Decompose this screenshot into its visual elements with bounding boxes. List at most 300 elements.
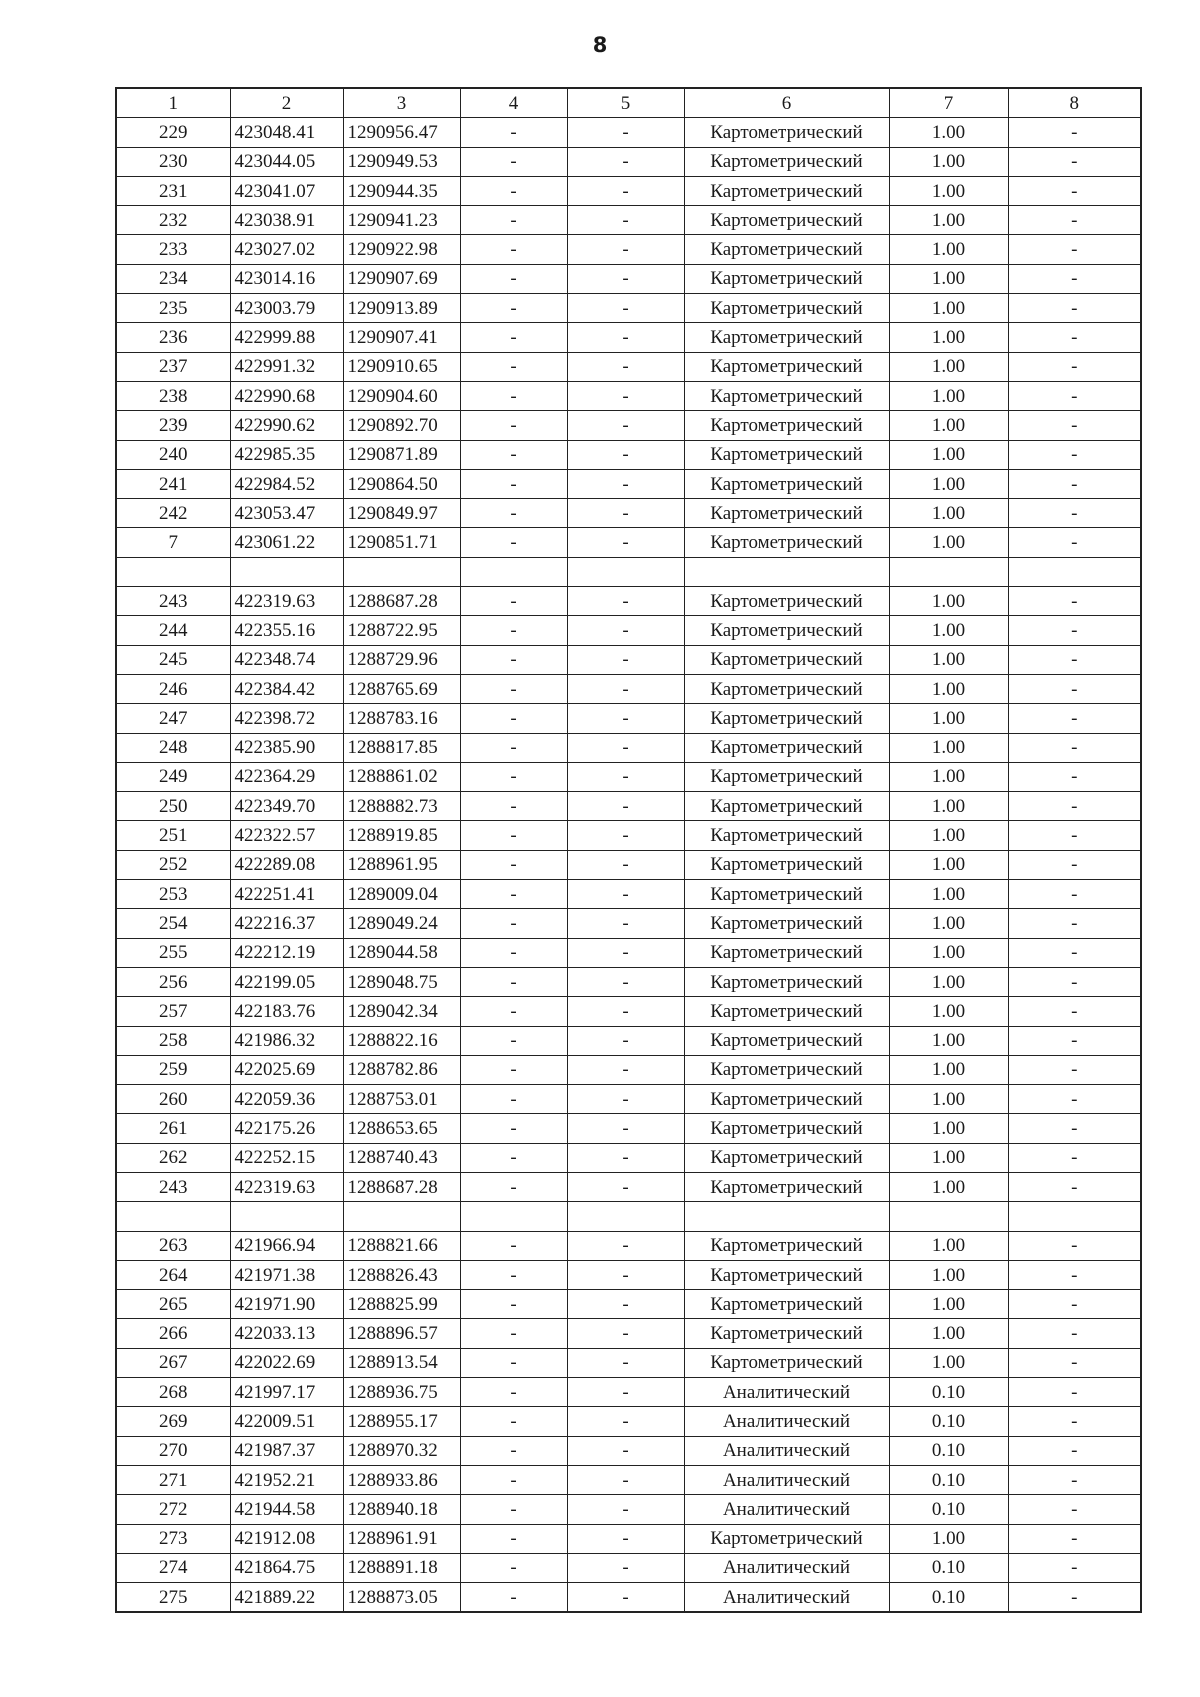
table-cell: - [567,1231,684,1260]
table-cell: 233 [116,235,230,264]
table-cell: 1.00 [889,1290,1008,1319]
table-cell: 422349.70 [230,792,343,821]
table-row [116,704,1141,733]
table-cell: 423003.79 [230,294,343,323]
table-cell: 242 [116,499,230,528]
table-cell: 1288882.73 [343,792,460,821]
table-cell: 422252.15 [230,1143,343,1172]
table-cell: - [1008,1407,1141,1436]
table-cell: 1290941.23 [343,206,460,235]
table-cell: 421912.08 [230,1524,343,1553]
table-cell: - [460,909,567,938]
table-cell: 1288961.95 [343,850,460,879]
table-cell: 1288822.16 [343,1026,460,1055]
table-cell: 249 [116,762,230,791]
table-cell: - [567,235,684,264]
table-cell: 1.00 [889,674,1008,703]
table-row [116,381,1141,410]
table-cell: 1288961.91 [343,1524,460,1553]
table-cell: Картометрический [684,967,889,996]
table-cell: - [567,352,684,381]
table-cell: 1.00 [889,411,1008,440]
table-cell: - [1008,323,1141,352]
table-row [116,1055,1141,1084]
table-cell: 253 [116,880,230,909]
table-cell: - [567,850,684,879]
coordinates-table [115,87,1142,1613]
table-cell: Картометрический [684,411,889,440]
table-cell: 1.00 [889,1172,1008,1201]
table-row [116,1290,1141,1319]
table-cell: 422384.42 [230,674,343,703]
table-cell [116,557,230,586]
table-cell: Аналитический [684,1495,889,1524]
table-cell: 1.00 [889,118,1008,147]
table-cell: - [460,704,567,733]
table-row [116,792,1141,821]
table-cell: 264 [116,1260,230,1289]
table-cell: - [567,381,684,410]
table-row [116,1231,1141,1260]
table-cell: - [460,499,567,528]
table-cell: Картометрический [684,147,889,176]
table-cell: - [460,381,567,410]
table-cell: 266 [116,1319,230,1348]
table-cell: 0.10 [889,1465,1008,1494]
table-cell: - [460,792,567,821]
table-cell: - [460,1524,567,1553]
table-cell: 268 [116,1378,230,1407]
column-header-5: 5 [567,88,684,118]
table-cell: 1.00 [889,1026,1008,1055]
table-cell: - [460,1143,567,1172]
table-row [116,1495,1141,1524]
table-cell: - [1008,1290,1141,1319]
table-cell: - [1008,704,1141,733]
table-cell: Картометрический [684,1319,889,1348]
table-cell: 1.00 [889,967,1008,996]
table-cell: 1288740.43 [343,1143,460,1172]
table-cell: 1.00 [889,587,1008,616]
table-cell: - [567,587,684,616]
table-cell: - [1008,176,1141,205]
column-header-1: 1 [116,88,230,118]
table-cell [343,557,460,586]
table-cell: 1290956.47 [343,118,460,147]
table-cell: 1.00 [889,821,1008,850]
table-cell: 272 [116,1495,230,1524]
table-cell: 423053.47 [230,499,343,528]
table-cell: 1.00 [889,704,1008,733]
table-cell: 1290892.70 [343,411,460,440]
table-cell: - [1008,1319,1141,1348]
table-cell: 422289.08 [230,850,343,879]
table-cell: 422348.74 [230,645,343,674]
table-cell: - [1008,1143,1141,1172]
table-row [116,557,1141,586]
table-cell: - [460,1290,567,1319]
table-cell: Картометрический [684,587,889,616]
table-cell: 422025.69 [230,1055,343,1084]
table-cell: Картометрический [684,206,889,235]
table-cell: 259 [116,1055,230,1084]
table-cell: - [460,1407,567,1436]
table-cell: - [567,206,684,235]
table-cell: - [1008,147,1141,176]
table-cell: - [460,147,567,176]
table-row [116,1085,1141,1114]
table-cell: 260 [116,1085,230,1114]
table-cell: 235 [116,294,230,323]
table-cell: 258 [116,1026,230,1055]
table-cell: 1.00 [889,938,1008,967]
table-cell: 422322.57 [230,821,343,850]
table-cell: - [567,499,684,528]
table-cell: - [460,323,567,352]
table-cell: 1290907.41 [343,323,460,352]
table-row [116,967,1141,996]
table-cell: - [460,1085,567,1114]
table-cell: - [1008,1465,1141,1494]
table-cell: - [460,1055,567,1084]
table-cell: - [567,645,684,674]
table-cell: 1288729.96 [343,645,460,674]
table-cell: - [1008,1436,1141,1465]
table-cell: 1.00 [889,176,1008,205]
table-cell: Картометрический [684,821,889,850]
table-cell: - [567,997,684,1026]
table-cell: 1288826.43 [343,1260,460,1289]
table-cell: - [567,1143,684,1172]
table-cell: 240 [116,440,230,469]
table-cell: - [567,1583,684,1613]
table-cell: 422999.88 [230,323,343,352]
table-cell: - [1008,206,1141,235]
table-cell: 1288687.28 [343,1172,460,1201]
table-cell: - [460,1495,567,1524]
table-cell: - [1008,235,1141,264]
table-cell: 1.00 [889,733,1008,762]
table-cell: - [460,1319,567,1348]
table-cell: 270 [116,1436,230,1465]
table-cell: 1.00 [889,880,1008,909]
table-cell: - [1008,674,1141,703]
table-cell: - [1008,616,1141,645]
table-row [116,206,1141,235]
table-cell: - [1008,411,1141,440]
table-cell: - [1008,381,1141,410]
table-cell: 1.00 [889,762,1008,791]
table-cell: - [567,118,684,147]
table-cell: - [1008,997,1141,1026]
table-cell: Картометрический [684,880,889,909]
table-cell: 422990.68 [230,381,343,410]
table-cell: Картометрический [684,323,889,352]
table-cell: 238 [116,381,230,410]
table-cell: 1288933.86 [343,1465,460,1494]
table-cell: 421864.75 [230,1553,343,1582]
table-cell: 1288919.85 [343,821,460,850]
table-cell: 251 [116,821,230,850]
table-cell: 231 [116,176,230,205]
table-cell: Аналитический [684,1407,889,1436]
table-cell: Аналитический [684,1583,889,1613]
table-cell: - [460,733,567,762]
table-row [116,235,1141,264]
table-cell: Картометрический [684,499,889,528]
table-cell: 1288891.18 [343,1553,460,1582]
table-cell: 422991.32 [230,352,343,381]
table-cell: Аналитический [684,1378,889,1407]
table-cell: 252 [116,850,230,879]
table-cell: 423038.91 [230,206,343,235]
table-row [116,528,1141,557]
header-row [116,88,1141,118]
table-cell: Картометрический [684,704,889,733]
table-cell: Картометрический [684,1172,889,1201]
table-cell: 422355.16 [230,616,343,645]
table-cell: 1.00 [889,616,1008,645]
table-row [116,118,1141,147]
table-cell: 256 [116,967,230,996]
table-cell: - [567,938,684,967]
table-cell: Картометрический [684,997,889,1026]
table-cell: - [1008,645,1141,674]
table-row [116,938,1141,967]
table-cell: 247 [116,704,230,733]
table-row [116,762,1141,791]
table-cell: - [460,1553,567,1582]
table-cell: 1.00 [889,264,1008,293]
table-body [116,118,1141,1613]
table-cell: - [460,1378,567,1407]
table-cell: - [567,1407,684,1436]
table-cell: - [1008,733,1141,762]
table-cell [343,1202,460,1231]
column-header-4: 4 [460,88,567,118]
table-cell: - [567,762,684,791]
table-cell: 1290851.71 [343,528,460,557]
table-cell: - [460,967,567,996]
table-row [116,264,1141,293]
table-row [116,909,1141,938]
table-cell: - [1008,264,1141,293]
table-cell: 422398.72 [230,704,343,733]
table-cell: - [567,323,684,352]
table-cell: 0.10 [889,1495,1008,1524]
table-cell: 1289049.24 [343,909,460,938]
table-cell: 0.10 [889,1407,1008,1436]
table-cell: - [460,352,567,381]
table-cell: 245 [116,645,230,674]
table-cell: 1.00 [889,528,1008,557]
table-cell: Картометрический [684,1260,889,1289]
table-cell: - [460,176,567,205]
table-cell: 423044.05 [230,147,343,176]
table-cell: 275 [116,1583,230,1613]
table-row [116,733,1141,762]
table-cell: - [567,1290,684,1319]
table-row [116,1465,1141,1494]
table-cell: - [567,1465,684,1494]
table-cell: - [1008,880,1141,909]
table-cell: 7 [116,528,230,557]
table-cell: - [1008,1378,1141,1407]
table-cell: Картометрический [684,294,889,323]
table-cell: - [1008,1553,1141,1582]
table-cell: 1.00 [889,381,1008,410]
table-cell: 1288687.28 [343,587,460,616]
column-header-8: 8 [1008,88,1141,118]
table-cell: 1290871.89 [343,440,460,469]
table-cell: Картометрический [684,1085,889,1114]
table-cell: 1.00 [889,147,1008,176]
table-cell: - [460,235,567,264]
table-cell: 422990.62 [230,411,343,440]
table-cell: - [1008,850,1141,879]
table-cell: - [1008,792,1141,821]
table-row [116,1319,1141,1348]
table-cell: 1290904.60 [343,381,460,410]
table-cell: - [1008,294,1141,323]
table-cell: 274 [116,1553,230,1582]
table-row [116,1436,1141,1465]
table-cell: 423027.02 [230,235,343,264]
table-cell: - [567,528,684,557]
table-cell: Картометрический [684,528,889,557]
table-row [116,294,1141,323]
table-cell: - [1008,499,1141,528]
table-row [116,1026,1141,1055]
table-cell: 0.10 [889,1553,1008,1582]
table-row [116,821,1141,850]
table-cell: 229 [116,118,230,147]
table-cell: - [567,264,684,293]
table-cell: 244 [116,616,230,645]
table-cell: 243 [116,1172,230,1201]
table-cell: 1290949.53 [343,147,460,176]
table-cell: - [567,1378,684,1407]
table-cell: 269 [116,1407,230,1436]
table-cell: 1.00 [889,645,1008,674]
table-cell: 1290910.65 [343,352,460,381]
table-cell: 1288653.65 [343,1114,460,1143]
table-cell: - [1008,1260,1141,1289]
table-cell: 422212.19 [230,938,343,967]
table-cell: - [567,469,684,498]
table-cell: Картометрический [684,440,889,469]
table-cell: - [567,1055,684,1084]
table-row [116,1348,1141,1377]
table-cell: - [567,147,684,176]
table-cell: Аналитический [684,1436,889,1465]
table-cell: 1289042.34 [343,997,460,1026]
table-cell: 1288782.86 [343,1055,460,1084]
table-cell: 421987.37 [230,1436,343,1465]
table-cell: Картометрический [684,616,889,645]
table-cell: 421971.38 [230,1260,343,1289]
table-cell: Картометрический [684,674,889,703]
table-row [116,1114,1141,1143]
table-cell: - [460,997,567,1026]
table-cell: - [460,1583,567,1613]
table-cell: Картометрический [684,1524,889,1553]
table-cell: - [460,1465,567,1494]
table-cell: - [1008,909,1141,938]
table-cell: - [1008,440,1141,469]
table-cell: 421944.58 [230,1495,343,1524]
table-cell: 421889.22 [230,1583,343,1613]
table-cell: - [567,411,684,440]
table-row [116,352,1141,381]
table-cell: 1.00 [889,1319,1008,1348]
table-cell: Картометрический [684,938,889,967]
table-cell: - [1008,821,1141,850]
table-cell: - [460,1231,567,1260]
table-cell: Картометрический [684,1348,889,1377]
table-cell: - [567,792,684,821]
table-cell: 232 [116,206,230,235]
table-cell: 422183.76 [230,997,343,1026]
table-cell: - [567,821,684,850]
table-cell: 423041.07 [230,176,343,205]
table-cell: 422385.90 [230,733,343,762]
table-cell: 1.00 [889,1260,1008,1289]
table-row [116,997,1141,1026]
table-cell: - [460,1172,567,1201]
column-header-7: 7 [889,88,1008,118]
table-cell: 1290913.89 [343,294,460,323]
table-cell [230,557,343,586]
table-cell: - [567,733,684,762]
table-cell: - [567,294,684,323]
table-cell: 1288765.69 [343,674,460,703]
table-cell: 1289044.58 [343,938,460,967]
table-cell: 254 [116,909,230,938]
table-cell: - [567,1348,684,1377]
table-cell: - [567,674,684,703]
table-cell: 1288753.01 [343,1085,460,1114]
table-row [116,1260,1141,1289]
table-cell [567,1202,684,1231]
table-cell: 1.00 [889,997,1008,1026]
table-cell: - [460,938,567,967]
table-cell [684,557,889,586]
table-cell: - [460,880,567,909]
table-row [116,323,1141,352]
table-row [116,1524,1141,1553]
table-cell: - [1008,1114,1141,1143]
table-cell: - [567,1114,684,1143]
table-cell: 273 [116,1524,230,1553]
table-cell: Картометрический [684,118,889,147]
table-cell: 1288940.18 [343,1495,460,1524]
table-cell: 423014.16 [230,264,343,293]
table-row [116,587,1141,616]
table-cell: Картометрический [684,1114,889,1143]
table-row [116,469,1141,498]
table-cell: 1.00 [889,323,1008,352]
table-cell: Картометрический [684,645,889,674]
table-cell: Аналитический [684,1553,889,1582]
table-cell: Картометрический [684,381,889,410]
table-cell: 1.00 [889,1348,1008,1377]
table-cell: 422984.52 [230,469,343,498]
table-cell: 1290864.50 [343,469,460,498]
table-cell: 263 [116,1231,230,1260]
table-cell: 1.00 [889,1085,1008,1114]
table-cell: Картометрический [684,1231,889,1260]
